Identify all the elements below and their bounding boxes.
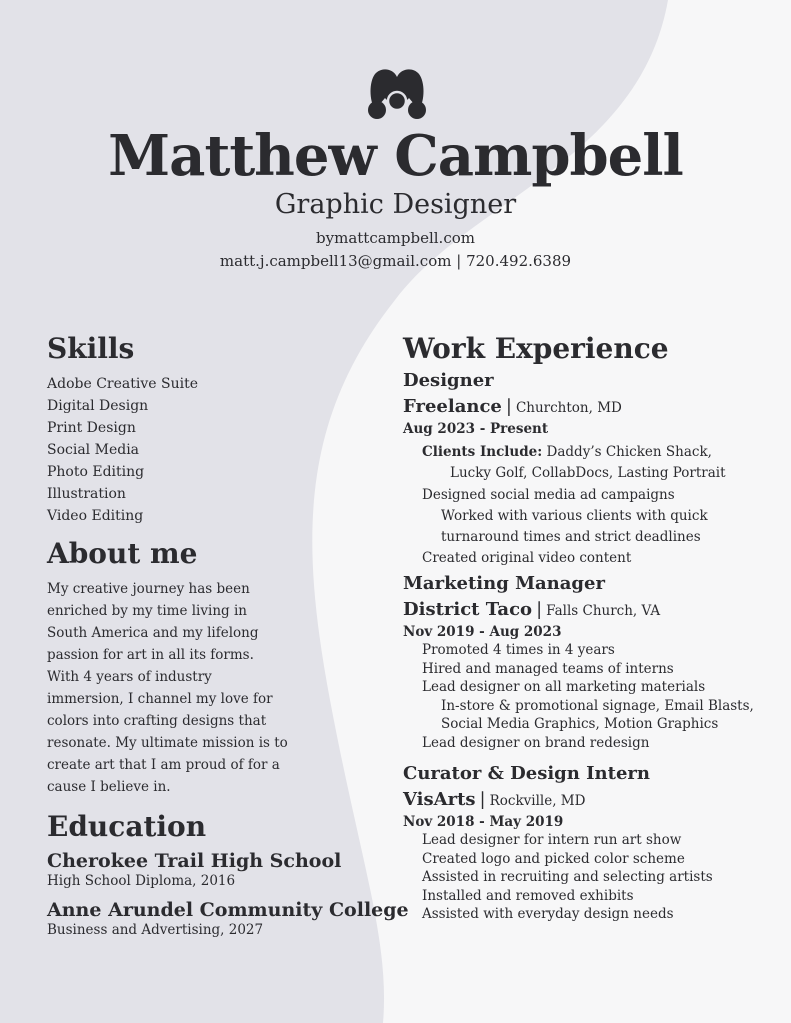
- job-bullet: Hired and managed teams of interns: [422, 660, 674, 677]
- job-bullet: Assisted with everyday design needs: [422, 906, 674, 922]
- job-entry: [403, 762, 783, 924]
- job-bullet: Lead designer for intern run art show: [422, 832, 682, 848]
- phone-number: 720.492.6389: [466, 252, 572, 270]
- about-line: enriched by my time living in: [47, 603, 247, 619]
- job-dates: Nov 2019 - Aug 2023: [403, 624, 562, 640]
- job-bullet: Lead designer on all marketing materials: [422, 679, 706, 695]
- skill-item: Photo Editing: [47, 464, 145, 480]
- job-bullets: [403, 641, 783, 752]
- job-company-line: [403, 395, 783, 420]
- company-name: Freelance: [403, 396, 502, 417]
- job-bullet: [403, 442, 783, 463]
- company-location: Churchton, MD: [515, 400, 622, 416]
- job-entry: [403, 572, 783, 752]
- email-link[interactable]: matt.j.campbell13@gmail.com: [219, 252, 452, 270]
- about-line: My creative journey has been: [47, 581, 250, 597]
- contact-separator: |: [456, 252, 462, 270]
- skill-item: Adobe Creative Suite: [47, 376, 198, 392]
- clients-text: Daddy’s Chicken Shack,: [546, 444, 712, 460]
- job-bullet: Assisted in recruiting and selecting artists: [422, 869, 713, 885]
- job-dates: Aug 2023 - Present: [403, 421, 549, 437]
- job-dates: Nov 2018 - May 2019: [403, 814, 564, 830]
- job-bullets: [403, 831, 783, 924]
- school-name: Anne Arundel Community College: [47, 899, 409, 921]
- company-name: District Taco: [403, 599, 533, 620]
- job-sub-bullet: Social Media Graphics, Motion Graphics: [441, 716, 719, 732]
- education-entry: [47, 899, 409, 939]
- m-monogram-logo-icon: [367, 68, 427, 120]
- resume-role: Graphic Designer: [274, 189, 517, 220]
- degree-detail: High School Diploma, 2016: [47, 873, 236, 889]
- company-location: Rockville, MD: [489, 793, 586, 809]
- job-bullet: Created original video content: [422, 550, 632, 567]
- job-company-line: [403, 598, 783, 623]
- job-sub-bullet: turnaround times and strict deadlines: [441, 529, 701, 546]
- education-entry: [47, 850, 341, 890]
- about-heading: About me: [47, 537, 198, 570]
- company-separator: |: [479, 789, 486, 810]
- skills-heading: Skills: [47, 332, 135, 365]
- degree-detail: Business and Advertising, 2027: [47, 922, 264, 938]
- job-bullet: Created logo and picked color scheme: [422, 850, 685, 867]
- about-line: colors into crafting designs that: [47, 713, 267, 729]
- skill-item: Print Design: [47, 420, 136, 436]
- job-bullet-continuation: Lucky Golf, CollabDocs, Lasting Portrait: [450, 465, 726, 482]
- job-sub-bullet: In-store & promotional signage, Email Blasts,: [441, 697, 754, 714]
- job-title: Designer: [403, 370, 494, 391]
- skills-list: [47, 373, 198, 527]
- job-bullets: [403, 442, 783, 570]
- school-name: Cherokee Trail High School: [47, 850, 342, 872]
- clients-label: Clients Include:: [422, 444, 543, 460]
- skill-item: Digital Design: [47, 398, 149, 414]
- about-line: passion for art in all its forms.: [47, 647, 254, 663]
- about-line: create art that I am proud of for a: [47, 757, 280, 773]
- company-separator: |: [505, 396, 512, 417]
- company-separator: |: [536, 599, 543, 620]
- job-sub-bullet: Worked with various clients with quick: [441, 507, 708, 524]
- job-bullet: Lead designer on brand redesign: [422, 734, 650, 751]
- work-experience-heading: Work Experience: [403, 332, 669, 365]
- education-heading: Education: [47, 810, 207, 843]
- job-company-line: [403, 788, 783, 813]
- about-line: South America and my lifelong: [47, 625, 259, 641]
- skill-item: Illustration: [47, 486, 126, 502]
- contact-line: [0, 251, 791, 271]
- website-link[interactable]: bymattcampbell.com: [316, 229, 475, 247]
- job-entry: [403, 369, 783, 570]
- skill-item: Social Media: [47, 442, 140, 458]
- company-name: VisArts: [403, 789, 476, 810]
- job-bullet: Designed social media ad campaigns: [422, 486, 675, 503]
- job-title: Marketing Manager: [403, 573, 605, 594]
- resume-name: Matthew Campbell: [108, 123, 683, 189]
- job-title: Curator & Design Intern: [403, 763, 650, 784]
- about-line: immersion, I channel my love for: [47, 691, 273, 707]
- job-bullet: Promoted 4 times in 4 years: [422, 642, 615, 658]
- about-line: cause I believe in.: [47, 779, 171, 795]
- about-line: resonate. My ultimate mission is to: [47, 735, 288, 751]
- company-location: Falls Church, VA: [546, 603, 661, 619]
- skill-item: Video Editing: [47, 508, 144, 524]
- about-paragraph: [47, 578, 317, 798]
- about-line: With 4 years of industry: [47, 669, 212, 685]
- job-bullet: Installed and removed exhibits: [422, 887, 634, 904]
